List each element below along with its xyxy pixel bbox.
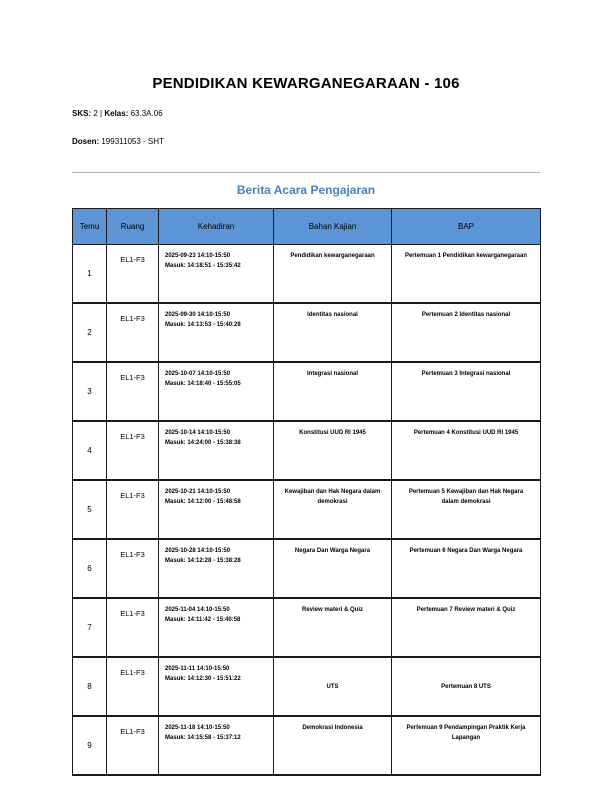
sks-label: SKS: xyxy=(72,109,92,118)
cell-bahan-kajian: Pendidikan kewarganegaraan xyxy=(274,245,392,304)
cell-kehadiran xyxy=(159,716,274,775)
cell-temu: 2 xyxy=(73,303,107,362)
cell-temu: 5 xyxy=(73,480,107,539)
cell-bahan-kajian: Identitas nasional xyxy=(274,303,392,362)
cell-ruang: EL1-F3 xyxy=(107,245,159,304)
schedule-time: 2025-10-21 14:10-15:50 xyxy=(165,489,231,495)
kelas-value: 63.3A.06 xyxy=(130,109,163,118)
kelas-label: Kelas: xyxy=(104,109,129,118)
course-title: PENDIDIKAN KEWARGANEGARAAN - 106 xyxy=(152,75,460,92)
table-row xyxy=(73,716,541,775)
table-row xyxy=(73,657,541,716)
cell-kehadiran xyxy=(159,303,274,362)
header-ruang: Ruang xyxy=(107,209,159,245)
dosen-label: Dosen: xyxy=(72,137,100,146)
cell-bahan-kajian: UTS xyxy=(274,657,392,716)
table-row xyxy=(73,421,541,480)
divider xyxy=(72,172,540,173)
table-row xyxy=(73,480,541,539)
dosen-value: 199311053 - SHT xyxy=(101,137,164,146)
schedule-time: 2025-10-28 14:10-15:50 xyxy=(165,548,231,554)
schedule-time: 2025-09-30 14:10-15:50 xyxy=(165,312,231,318)
cell-bap: Pertemuan 9 Pendampingan Praktik Kerja Lapangan xyxy=(392,716,541,775)
cell-temu: 6 xyxy=(73,539,107,598)
cell-kehadiran xyxy=(159,657,274,716)
table-row xyxy=(73,362,541,421)
cell-kehadiran xyxy=(159,539,274,598)
table-row xyxy=(73,303,541,362)
cell-bap: Pertemuan 3 Integrasi nasional xyxy=(392,362,541,421)
cell-bap: Pertemuan 1 Pendidikan kewarganegaraan xyxy=(392,245,541,304)
cell-bahan-kajian: Negara Dan Warga Negara xyxy=(274,539,392,598)
course-meta xyxy=(72,109,163,118)
cell-temu: 8 xyxy=(73,657,107,716)
table-row xyxy=(73,245,541,304)
attendance-time: Masuk: 14:12:30 - 15:51:22 xyxy=(165,676,241,682)
cell-bahan-kajian: Demokrasi Indonesia xyxy=(274,716,392,775)
cell-temu: 7 xyxy=(73,598,107,657)
cell-bap: Pertemuan 8 UTS xyxy=(392,657,541,716)
cell-bahan-kajian: Integrasi nasional xyxy=(274,362,392,421)
cell-bahan-kajian: Kewajiban dan Hak Negara dalam demokrasi xyxy=(274,480,392,539)
cell-temu: 9 xyxy=(73,716,107,775)
cell-bap: Pertemuan 4 Konstitusi UUD RI 1945 xyxy=(392,421,541,480)
section-title: Berita Acara Pengajaran xyxy=(236,183,376,197)
attendance-time: Masuk: 14:15:58 - 15:37:12 xyxy=(165,735,241,741)
cell-kehadiran xyxy=(159,362,274,421)
cell-ruang: EL1-F3 xyxy=(107,657,159,716)
cell-ruang: EL1-F3 xyxy=(107,362,159,421)
schedule-time: 2025-11-04 14:10-15:50 xyxy=(165,607,230,613)
cell-ruang: EL1-F3 xyxy=(107,421,159,480)
lecturer-info xyxy=(72,137,164,146)
bap-table xyxy=(72,208,541,776)
cell-temu: 4 xyxy=(73,421,107,480)
header-bap: BAP xyxy=(392,209,541,245)
cell-bap: Pertemuan 7 Review materi & Quiz xyxy=(392,598,541,657)
header-temu: Temu xyxy=(73,209,107,245)
header-kehadiran: Kehadiran xyxy=(159,209,274,245)
table-row xyxy=(73,539,541,598)
attendance-time: Masuk: 14:11:42 - 15:40:58 xyxy=(165,617,241,623)
cell-bahan-kajian: Konstitusi UUD RI 1945 xyxy=(274,421,392,480)
sks-value: 2 xyxy=(93,109,98,118)
cell-ruang: EL1-F3 xyxy=(107,716,159,775)
attendance-time: Masuk: 14:18:51 - 15:35:42 xyxy=(165,263,241,269)
cell-ruang: EL1-F3 xyxy=(107,480,159,539)
meta-separator: | xyxy=(100,109,103,118)
schedule-time: 2025-10-14 14:10-15:50 xyxy=(165,430,231,436)
schedule-time: 2025-09-23 14:10-15:50 xyxy=(165,253,231,259)
schedule-time: 2025-11-11 14:10-15:50 xyxy=(165,666,230,672)
cell-bahan-kajian: Review materi & Quiz xyxy=(274,598,392,657)
cell-ruang: EL1-F3 xyxy=(107,303,159,362)
cell-kehadiran xyxy=(159,480,274,539)
header-bahan-kajian: Bahan Kajian xyxy=(274,209,392,245)
schedule-time: 2025-11-18 14:10-15:50 xyxy=(165,725,230,731)
cell-bap: Pertemuan 2 Identitas nasional xyxy=(392,303,541,362)
attendance-time: Masuk: 14:12:28 - 15:38:28 xyxy=(165,558,241,564)
table-header-row xyxy=(73,209,541,245)
attendance-time: Masuk: 14:13:53 - 15:40:28 xyxy=(165,322,241,328)
cell-bap: Pertemuan 6 Negara Dan Warga Negara xyxy=(392,539,541,598)
cell-bap: Pertemuan 5 Kewajiban dan Hak Negara dalam demokrasi xyxy=(392,480,541,539)
cell-kehadiran xyxy=(159,598,274,657)
schedule-time: 2025-10-07 14:10-15:50 xyxy=(165,371,231,377)
cell-ruang: EL1-F3 xyxy=(107,598,159,657)
table-row xyxy=(73,598,541,657)
cell-kehadiran xyxy=(159,245,274,304)
attendance-time: Masuk: 14:24:00 - 15:38:38 xyxy=(165,440,241,446)
attendance-time: Masuk: 14:18:40 - 15:55:05 xyxy=(165,381,241,387)
cell-kehadiran xyxy=(159,421,274,480)
cell-temu: 3 xyxy=(73,362,107,421)
cell-ruang: EL1-F3 xyxy=(107,539,159,598)
attendance-time: Masuk: 14:12:00 - 15:48:58 xyxy=(165,499,241,505)
cell-temu: 1 xyxy=(73,245,107,304)
